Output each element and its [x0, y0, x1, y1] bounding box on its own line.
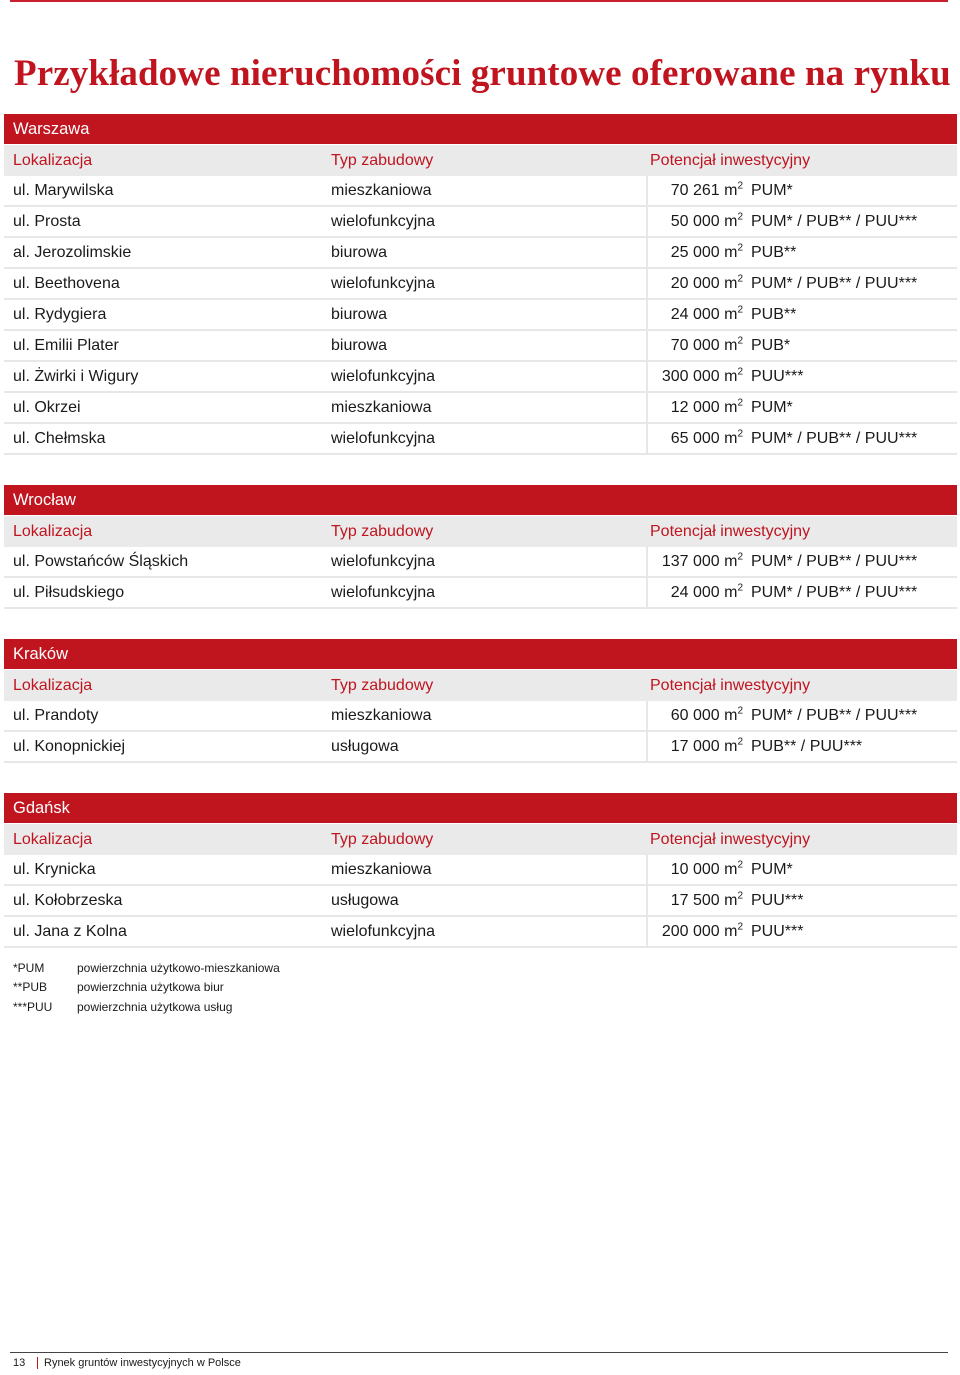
column-header-potential: Potencjał inwestycyjny [650, 151, 811, 169]
area-unit-exponent: 2 [737, 366, 743, 378]
area-value [648, 430, 743, 448]
location-cell: ul. Emilii Plater [13, 336, 119, 354]
type-cell: wielofunkcyjna [331, 274, 436, 292]
column-header-potential: Potencjał inwestycyjny [650, 522, 811, 540]
area-unit-exponent: 2 [737, 211, 743, 223]
usage-value: PUM* / PUB** / PUU*** [751, 552, 918, 570]
potential-cell [646, 701, 955, 730]
area-number: 200 000 [661, 922, 720, 940]
column-header-location: Lokalizacja [13, 676, 93, 694]
location-cell: ul. Powstańców Śląskich [13, 552, 189, 570]
location-cell: ul. Prosta [13, 212, 81, 230]
usage-value: PUB** [751, 243, 797, 261]
legend-code: *PUM [13, 960, 45, 975]
column-header-location: Lokalizacja [13, 151, 93, 169]
location-cell: al. Jerozolimskie [13, 243, 132, 261]
area-number: 65 000 [670, 429, 720, 447]
area-unit-exponent: 2 [737, 273, 743, 285]
potential-cell [646, 331, 955, 360]
usage-value: PUM* / PUB** / PUU*** [751, 274, 918, 292]
usage-value: PUU*** [751, 922, 804, 940]
usage-value: PUM* [751, 181, 793, 199]
city-table [4, 793, 957, 948]
legend-description: powierzchnia użytkowa biur [77, 980, 224, 995]
type-cell: mieszkaniowa [331, 706, 432, 724]
area-unit: m [724, 305, 738, 323]
location-cell: ul. Żwirki i Wigury [13, 367, 139, 385]
table-row [4, 238, 957, 269]
type-cell: biurowa [331, 336, 388, 354]
area-unit-exponent: 2 [737, 397, 743, 409]
location-cell: ul. Piłsudskiego [13, 583, 125, 601]
page-number: 13 [13, 1357, 26, 1369]
area-number: 20 000 [670, 274, 720, 292]
potential-cell [646, 176, 955, 205]
area-number: 10 000 [670, 860, 720, 878]
area-value [648, 584, 743, 602]
table-row [4, 855, 957, 886]
column-header-row [4, 670, 957, 701]
area-value [648, 275, 743, 293]
type-cell: wielofunkcyjna [331, 922, 436, 940]
potential-cell [646, 393, 955, 422]
column-header-potential: Potencjał inwestycyjny [650, 676, 811, 694]
potential-cell [646, 886, 955, 915]
area-value [648, 707, 743, 725]
type-cell: usługowa [331, 891, 399, 909]
area-unit: m [724, 583, 738, 601]
area-number: 24 000 [670, 583, 720, 601]
table-row [4, 269, 957, 300]
area-value [648, 861, 743, 879]
location-cell: ul. Okrzei [13, 398, 81, 416]
area-value [648, 923, 743, 941]
column-header-row [4, 145, 957, 176]
area-value [648, 738, 743, 756]
usage-value: PUM* [751, 398, 793, 416]
potential-cell [646, 362, 955, 391]
area-unit-exponent: 2 [737, 551, 743, 563]
top-rule [10, 0, 948, 2]
type-cell: wielofunkcyjna [331, 552, 436, 570]
area-unit: m [724, 181, 738, 199]
table-row [4, 424, 957, 455]
column-header-row [4, 824, 957, 855]
table-row [4, 176, 957, 207]
usage-value: PUU*** [751, 891, 804, 909]
area-value [648, 213, 743, 231]
area-unit: m [724, 860, 738, 878]
column-header-type: Typ zabudowy [331, 522, 434, 540]
potential-cell [646, 855, 955, 884]
potential-cell [646, 424, 955, 453]
location-cell: ul. Chełmska [13, 429, 106, 447]
area-unit: m [724, 274, 738, 292]
column-header-potential: Potencjał inwestycyjny [650, 830, 811, 848]
location-cell: ul. Rydygiera [13, 305, 107, 323]
usage-value: PUM* / PUB** / PUU*** [751, 429, 918, 447]
area-value [648, 553, 743, 571]
location-cell: ul. Jana z Kolna [13, 922, 127, 940]
location-cell: ul. Beethovena [13, 274, 120, 292]
column-header-location: Lokalizacja [13, 522, 93, 540]
city-table [4, 485, 957, 609]
table-row [4, 300, 957, 331]
area-unit: m [724, 398, 738, 416]
usage-value: PUB* [751, 336, 791, 354]
area-unit: m [724, 737, 738, 755]
area-value [648, 368, 743, 386]
footer-rule [10, 1352, 948, 1353]
type-cell: mieszkaniowa [331, 181, 432, 199]
table-row [4, 886, 957, 917]
city-table [4, 639, 957, 763]
potential-cell [646, 269, 955, 298]
city-name: Gdańsk [4, 793, 957, 824]
usage-value: PUM* / PUB** / PUU*** [751, 583, 918, 601]
column-header-row [4, 516, 957, 547]
potential-cell [646, 207, 955, 236]
table-row [4, 917, 957, 948]
area-value [648, 399, 743, 417]
area-unit-exponent: 2 [737, 890, 743, 902]
table-row [4, 393, 957, 424]
area-unit: m [724, 922, 738, 940]
area-unit-exponent: 2 [737, 428, 743, 440]
area-number: 70 261 [670, 181, 720, 199]
legend [13, 958, 280, 1017]
area-value [648, 306, 743, 324]
column-header-type: Typ zabudowy [331, 676, 434, 694]
usage-value: PUM* [751, 860, 793, 878]
legend-description: powierzchnia użytkowo-mieszkaniowa [77, 960, 280, 975]
type-cell: usługowa [331, 737, 399, 755]
legend-code: ***PUU [13, 999, 53, 1014]
column-header-type: Typ zabudowy [331, 151, 434, 169]
page-title: Przykładowe nieruchomości gruntowe oferowane na rynku [14, 53, 951, 94]
potential-cell [646, 300, 955, 329]
column-header-location: Lokalizacja [13, 830, 93, 848]
area-number: 12 000 [670, 398, 720, 416]
legend-description: powierzchnia użytkowa usług [77, 999, 233, 1014]
table-row [4, 732, 957, 763]
usage-value: PUM* / PUB** / PUU*** [751, 706, 918, 724]
legend-item [13, 978, 280, 998]
area-value [648, 892, 743, 910]
area-value [648, 182, 743, 200]
usage-value: PUU*** [751, 367, 804, 385]
area-number: 50 000 [670, 212, 720, 230]
area-unit-exponent: 2 [737, 180, 743, 192]
area-number: 25 000 [670, 243, 720, 261]
type-cell: mieszkaniowa [331, 860, 432, 878]
area-number: 24 000 [670, 305, 720, 323]
area-unit: m [724, 336, 738, 354]
city-name: Kraków [4, 639, 957, 670]
area-number: 17 000 [670, 737, 720, 755]
area-unit-exponent: 2 [737, 736, 743, 748]
area-value [648, 337, 743, 355]
location-cell: ul. Kołobrzeska [13, 891, 123, 909]
city-name: Warszawa [4, 114, 957, 145]
legend-item [13, 958, 280, 978]
table-row [4, 362, 957, 393]
table-row [4, 207, 957, 238]
table-row [4, 331, 957, 362]
location-cell: ul. Krynicka [13, 860, 96, 878]
area-number: 17 500 [670, 891, 720, 909]
footer-separator [37, 1357, 38, 1369]
potential-cell [646, 917, 955, 946]
type-cell: wielofunkcyjna [331, 583, 436, 601]
area-value [648, 244, 743, 262]
area-unit-exponent: 2 [737, 242, 743, 254]
type-cell: mieszkaniowa [331, 398, 432, 416]
potential-cell [646, 547, 955, 576]
location-cell: ul. Prandoty [13, 706, 99, 724]
area-unit-exponent: 2 [737, 335, 743, 347]
area-unit: m [724, 367, 738, 385]
city-name: Wrocław [4, 485, 957, 516]
usage-value: PUB** [751, 305, 797, 323]
table-row [4, 547, 957, 578]
table-row [4, 578, 957, 609]
area-unit-exponent: 2 [737, 921, 743, 933]
usage-value: PUM* / PUB** / PUU*** [751, 212, 918, 230]
area-number: 70 000 [670, 336, 720, 354]
area-unit-exponent: 2 [737, 705, 743, 717]
area-unit: m [724, 706, 738, 724]
area-number: 60 000 [670, 706, 720, 724]
legend-code: **PUB [13, 980, 48, 995]
property-tables [4, 114, 957, 948]
area-unit: m [724, 552, 738, 570]
table-row [4, 701, 957, 732]
type-cell: biurowa [331, 243, 388, 261]
type-cell: wielofunkcyjna [331, 429, 436, 447]
area-number: 300 000 [661, 367, 720, 385]
type-cell: biurowa [331, 305, 388, 323]
type-cell: wielofunkcyjna [331, 367, 436, 385]
area-unit-exponent: 2 [737, 304, 743, 316]
area-unit: m [724, 891, 738, 909]
area-unit: m [724, 429, 738, 447]
column-header-type: Typ zabudowy [331, 830, 434, 848]
potential-cell [646, 238, 955, 267]
legend-item [13, 997, 280, 1017]
area-unit-exponent: 2 [737, 582, 743, 594]
area-unit: m [724, 212, 738, 230]
area-number: 137 000 [661, 552, 720, 570]
area-unit-exponent: 2 [737, 859, 743, 871]
area-unit: m [724, 243, 738, 261]
usage-value: PUB** / PUU*** [751, 737, 863, 755]
type-cell: wielofunkcyjna [331, 212, 436, 230]
location-cell: ul. Konopnickiej [13, 737, 126, 755]
potential-cell [646, 578, 955, 607]
potential-cell [646, 732, 955, 761]
location-cell: ul. Marywilska [13, 181, 114, 199]
footer-title: Rynek gruntów inwestycyjnych w Polsce [44, 1357, 241, 1369]
city-table [4, 114, 957, 455]
